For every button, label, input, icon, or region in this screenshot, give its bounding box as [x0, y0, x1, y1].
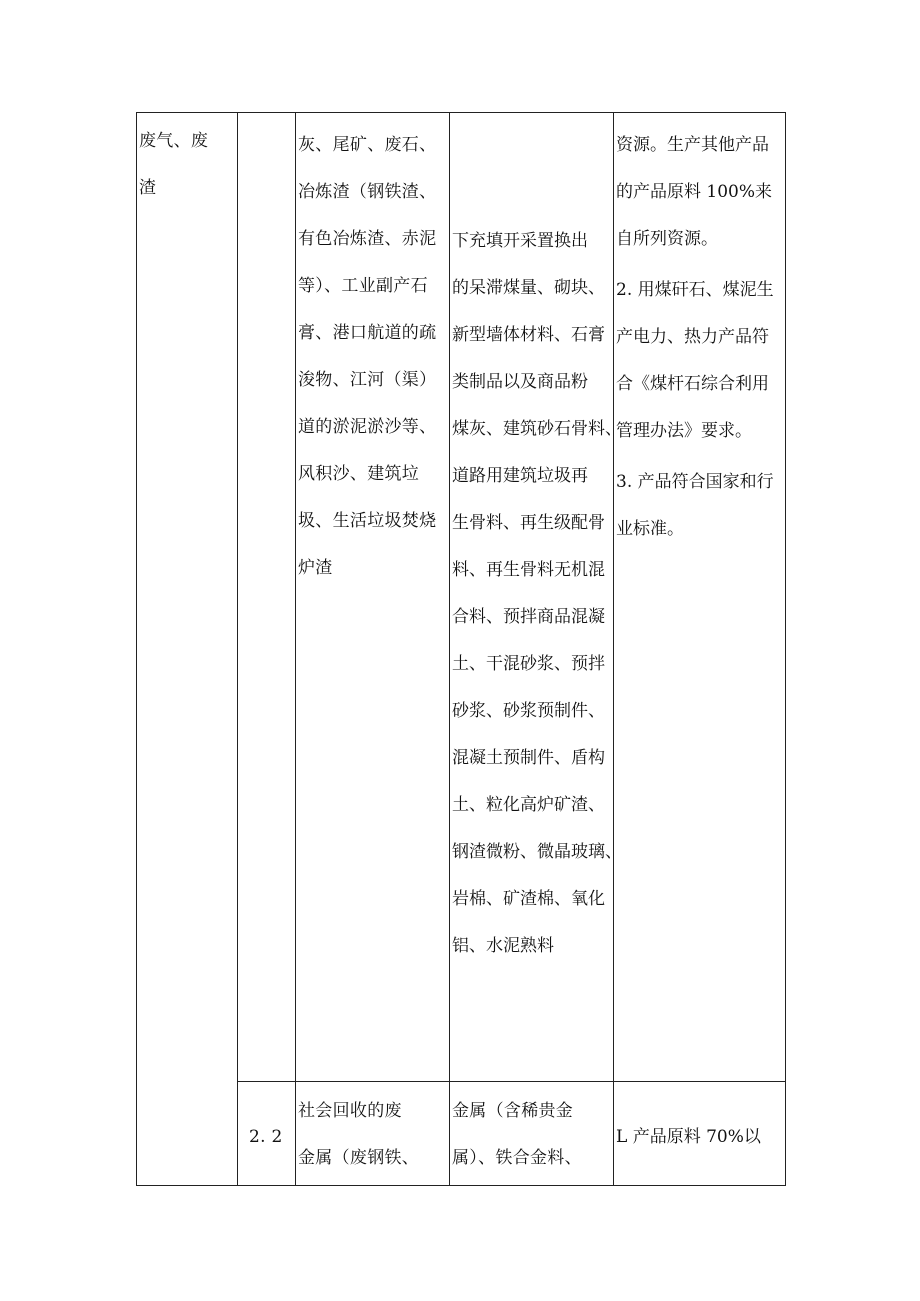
- cell-text-line: 岩棉、矿渣棉、氧化: [452, 889, 605, 909]
- cell-text-line: 金属（含稀贵金: [452, 1101, 574, 1121]
- cell-text-line: 等）、工业副产石: [298, 276, 428, 296]
- cell-text-line: 生骨料、再生级配骨: [452, 513, 605, 533]
- cell-text-line: 资源。生产其他产品: [616, 135, 769, 155]
- cell-text-line: 2. 用煤矸石、煤泥生: [616, 280, 774, 300]
- cell-text-line: 膏、港口航道的疏: [298, 323, 437, 343]
- cell-text-line: 类制品以及商品粉: [452, 372, 588, 392]
- cell-text-line: 业标准。: [616, 519, 684, 539]
- table-right-border: [785, 112, 786, 1186]
- row-divider: [237, 1081, 786, 1082]
- table-left-border: [136, 112, 137, 1186]
- table-bottom-border: [136, 1185, 786, 1186]
- material-cell: [298, 1088, 419, 1182]
- cell-text-line: 渣: [139, 178, 157, 198]
- cell-text-line: 产电力、热力产品符: [616, 327, 769, 347]
- products-cell: [452, 218, 622, 970]
- cell-text-line: 3. 产品符合国家和行: [616, 472, 774, 492]
- cell-text-line: 土、粒化高炉矿渣、: [452, 795, 605, 815]
- item-number-cell: [249, 1114, 283, 1161]
- requirements-cell: [616, 122, 774, 553]
- cell-text-line: 风积沙、建筑垃: [298, 464, 420, 484]
- requirements-cell: [616, 1114, 761, 1161]
- cell-text-line: 的呆滞煤量、砌块、: [452, 278, 605, 298]
- material-cell: [298, 122, 436, 592]
- cell-text-line: 自所列资源。: [616, 229, 718, 249]
- cell-text-line: 社会回收的废: [298, 1101, 402, 1121]
- cell-text-line: 浚物、江河（渠）: [298, 370, 437, 390]
- column-divider-2: [295, 112, 296, 1186]
- cell-text-line: 废气、废: [139, 131, 209, 151]
- cell-text-line: 道路用建筑垃圾再: [452, 466, 588, 486]
- cell-text-line: 砂浆、砂浆预制件、: [452, 701, 605, 721]
- cell-text-line: 合料、预拌商品混凝: [452, 607, 605, 627]
- cell-text-line: 铝、水泥熟料: [452, 936, 554, 956]
- cell-text-line: 冶炼渣（钢铁渣、: [298, 182, 437, 202]
- cell-text-line: 有色冶炼渣、赤泥: [298, 229, 437, 249]
- cell-text-line: 的产品原料 100%来: [616, 182, 773, 202]
- cell-text-line: 炉渣: [298, 558, 333, 578]
- cell-text-line: 土、干混砂浆、预拌: [452, 654, 605, 674]
- cell-text-line: 合《煤杆石综合利用: [616, 374, 769, 394]
- cell-text-line: 钢渣微粉、微晶玻璃、: [452, 842, 622, 862]
- cell-text-line: 圾、生活垃圾焚烧: [298, 511, 437, 531]
- cell-text-line: L 产品原料 70%以: [616, 1127, 761, 1147]
- cell-text-line: 煤灰、建筑砂石骨料、: [452, 419, 622, 439]
- cell-text-line: 料、再生骨料无机混: [452, 560, 605, 580]
- cell-text-line: 属）、铁合金料、: [452, 1148, 582, 1168]
- cell-text-line: 混凝土预制件、盾构: [452, 748, 605, 768]
- products-cell: [452, 1088, 582, 1182]
- cell-text-line: 灰、尾矿、废石、: [298, 135, 437, 155]
- cell-text-line: 管理办法》要求。: [616, 421, 752, 441]
- table-top-border: [136, 112, 786, 113]
- cell-text-line: 道的淤泥淤沙等、: [298, 417, 437, 437]
- column-divider-1: [237, 112, 238, 1186]
- cell-text-line: 新型墙体材料、石膏: [452, 325, 605, 345]
- category-cell: [139, 118, 208, 212]
- cell-text-line: 金属（废钢铁、: [298, 1148, 420, 1168]
- column-divider-3: [449, 112, 450, 1186]
- cell-text-line: 2. 2: [249, 1127, 283, 1147]
- cell-text-line: 下充填开采置换出: [452, 231, 588, 251]
